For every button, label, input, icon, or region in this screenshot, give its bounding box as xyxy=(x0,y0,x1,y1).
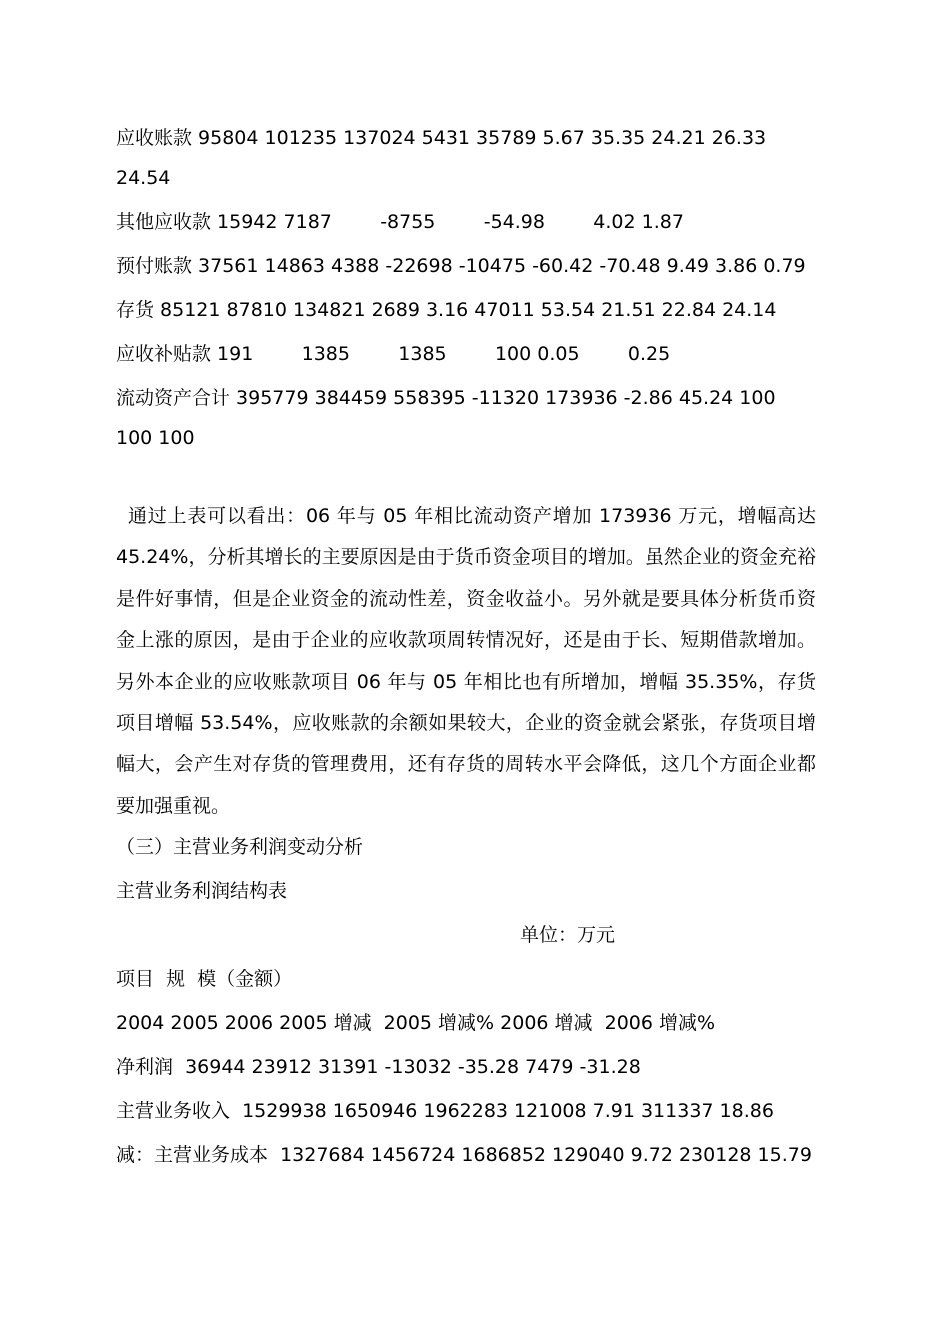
table-row: 应收补贴款 191 1385 1385 100 0.05 0.25 xyxy=(116,343,671,365)
table-row: 存货 85121 87810 134821 2689 3.16 47011 53.54 21.51 22.84 24.14 xyxy=(116,299,777,321)
table-header-row: 项目 规 模（金额） xyxy=(116,968,293,991)
current-assets-table xyxy=(116,118,816,458)
table-row: 流动资产合计 395779 384459 558395 -11320 173936 -2.86 45.24 100 100 100 xyxy=(116,387,776,449)
table-title: 主营业务利润结构表 xyxy=(116,880,288,903)
table-row: 减：主营业务成本 1327684 1456724 1686852 129040 9.72 230128 15.79 xyxy=(116,1144,812,1167)
section-heading: （三）主营业务利润变动分析 xyxy=(116,836,364,859)
analysis-paragraph: 通过上表可以看出：06 年与 05 年相比流动资产增加 173936 万元，增幅高达 45.24%，分析其增长的主要原因是由于货币资金项目的增加。虽然企业的资金充裕是件好事情，但是企业资金的流动性差，资金收益小。另外就是要具体分析货币资金上涨的原因，是由于企业的应收款项周转情况好，还是由于长、短期借款增加。另外本企业的应收账款项目 06 年与 05 年相比也有所增加，增幅 35.35%，存货项目增幅 53.54%，应收账款的余额如果较大，企业的资金就会紧张，存货项目增幅大，会产生对存货的管理费用，还有存货的周转水平会降低，这几个方面企业都要加强重视。 xyxy=(116,505,816,817)
unit-label: 单位：万元 xyxy=(520,924,616,947)
table-row: 应收账款 95804 101235 137024 5431 35789 5.67 35.35 24.21 26.33 24.54 xyxy=(116,127,767,189)
table-row: 净利润 36944 23912 31391 -13032 -35.28 7479 -31.28 xyxy=(116,1056,641,1079)
profit-structure-table xyxy=(116,959,816,1175)
table-row: 主营业务收入 1529938 1650946 1962283 121008 7.91 311337 18.86 xyxy=(116,1100,774,1123)
table-row: 其他应收款 15942 7187 -8755 -54.98 4.02 1.87 xyxy=(116,211,684,233)
document-page xyxy=(116,118,816,1175)
table-header-row: 2004 2005 2006 2005 增减 2005 增减% 2006 增减 2006 增减% xyxy=(116,1012,716,1035)
table-row: 预付账款 37561 14863 4388 -22698 -10475 -60.42 -70.48 9.49 3.86 0.79 xyxy=(116,255,806,277)
